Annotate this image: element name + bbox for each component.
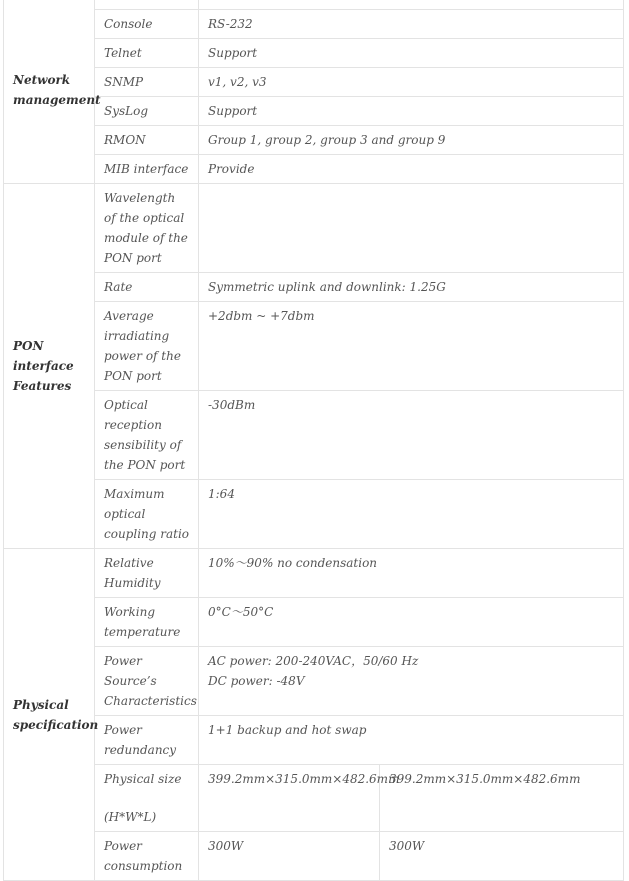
table-row: [4, 480, 624, 549]
group-network-management: Network management: [4, 0, 95, 184]
power-source-ac: AC power: 200-240VAC，50/60 Hz: [208, 654, 419, 668]
row-value-power-source: [199, 647, 624, 716]
table-row: [4, 155, 624, 184]
row-value-sensibility: -30dBm: [199, 391, 624, 480]
size-label: Physical size: [104, 772, 182, 786]
table-row: [4, 273, 624, 302]
table-row: [4, 647, 624, 716]
row-value-redundancy: 1+1 backup and hot swap: [199, 716, 624, 765]
row-value-avg-power: +2dbm ~ +7dbm: [199, 302, 624, 391]
row-label-telnet: Telnet: [95, 39, 199, 68]
table-row: [4, 598, 624, 647]
row-value-coupling: 1:64: [199, 480, 624, 549]
row-value-wavelength: [199, 184, 624, 273]
row-value-rmon: Group 1, group 2, group 3 and group 9: [199, 126, 624, 155]
row-value-syslog: Support: [199, 97, 624, 126]
row-label-rmon: RMON: [95, 126, 199, 155]
table-row: [4, 10, 624, 39]
row-label-sensibility: Optical reception sensibility of the PON port: [95, 391, 199, 480]
row-label-coupling: Maximum optical coupling ratio: [95, 480, 199, 549]
group-physical-specification: Physical specification: [4, 549, 95, 881]
row-label-mib: MIB interface: [95, 155, 199, 184]
row-value-snmp: v1, v2, v3: [199, 68, 624, 97]
row-value-console: RS-232: [199, 10, 624, 39]
row-label-redundancy: Power redundancy: [95, 716, 199, 765]
row-label-consumption: Power consumption: [95, 832, 199, 881]
row-label: [95, 0, 199, 10]
table-row: [4, 765, 624, 832]
size-label-spacer: [104, 789, 190, 807]
row-value-rate: Symmetric uplink and downlink: 1.25G: [199, 273, 624, 302]
row-value-temperature: 0°C～50°C: [199, 598, 624, 647]
row-value-consumption-1: 300W: [199, 832, 380, 881]
row-value-size-1: 399.2mm×315.0mm×482.6mm: [199, 765, 380, 832]
table-row: [4, 0, 624, 10]
size-label-sub: (H*W*L): [104, 810, 157, 824]
row-label-snmp: SNMP: [95, 68, 199, 97]
row-value-telnet: Support: [199, 39, 624, 68]
table-row: [4, 832, 624, 881]
row-value-consumption-2: 300W: [380, 832, 624, 881]
table-row: [4, 391, 624, 480]
row-label-size: [95, 765, 199, 832]
row-label-avg-power: Average irradiating power of the PON port: [95, 302, 199, 391]
row-value-size-2: 399.2mm×315.0mm×482.6mm: [380, 765, 624, 832]
group-pon-interface: PON interface Features: [4, 184, 95, 549]
row-label-console: Console: [95, 10, 199, 39]
table-row: [4, 126, 624, 155]
row-value: [199, 0, 624, 10]
row-label-rate: Rate: [95, 273, 199, 302]
row-label-syslog: SysLog: [95, 97, 199, 126]
row-label-humidity: Relative Humidity: [95, 549, 199, 598]
power-source-dc: DC power: -48V: [208, 674, 305, 688]
table-row: [4, 549, 624, 598]
table-row: [4, 184, 624, 273]
row-value-mib: Provide: [199, 155, 624, 184]
table-row: [4, 302, 624, 391]
table-row: [4, 39, 624, 68]
row-label-wavelength: Wavelength of the optical module of the PON port: [95, 184, 199, 273]
row-value-humidity: 10%～90% no condensation: [199, 549, 624, 598]
specification-table: [3, 0, 624, 881]
row-label-power-source: Power Source’s Characteristics: [95, 647, 199, 716]
row-label-temperature: Working temperature: [95, 598, 199, 647]
